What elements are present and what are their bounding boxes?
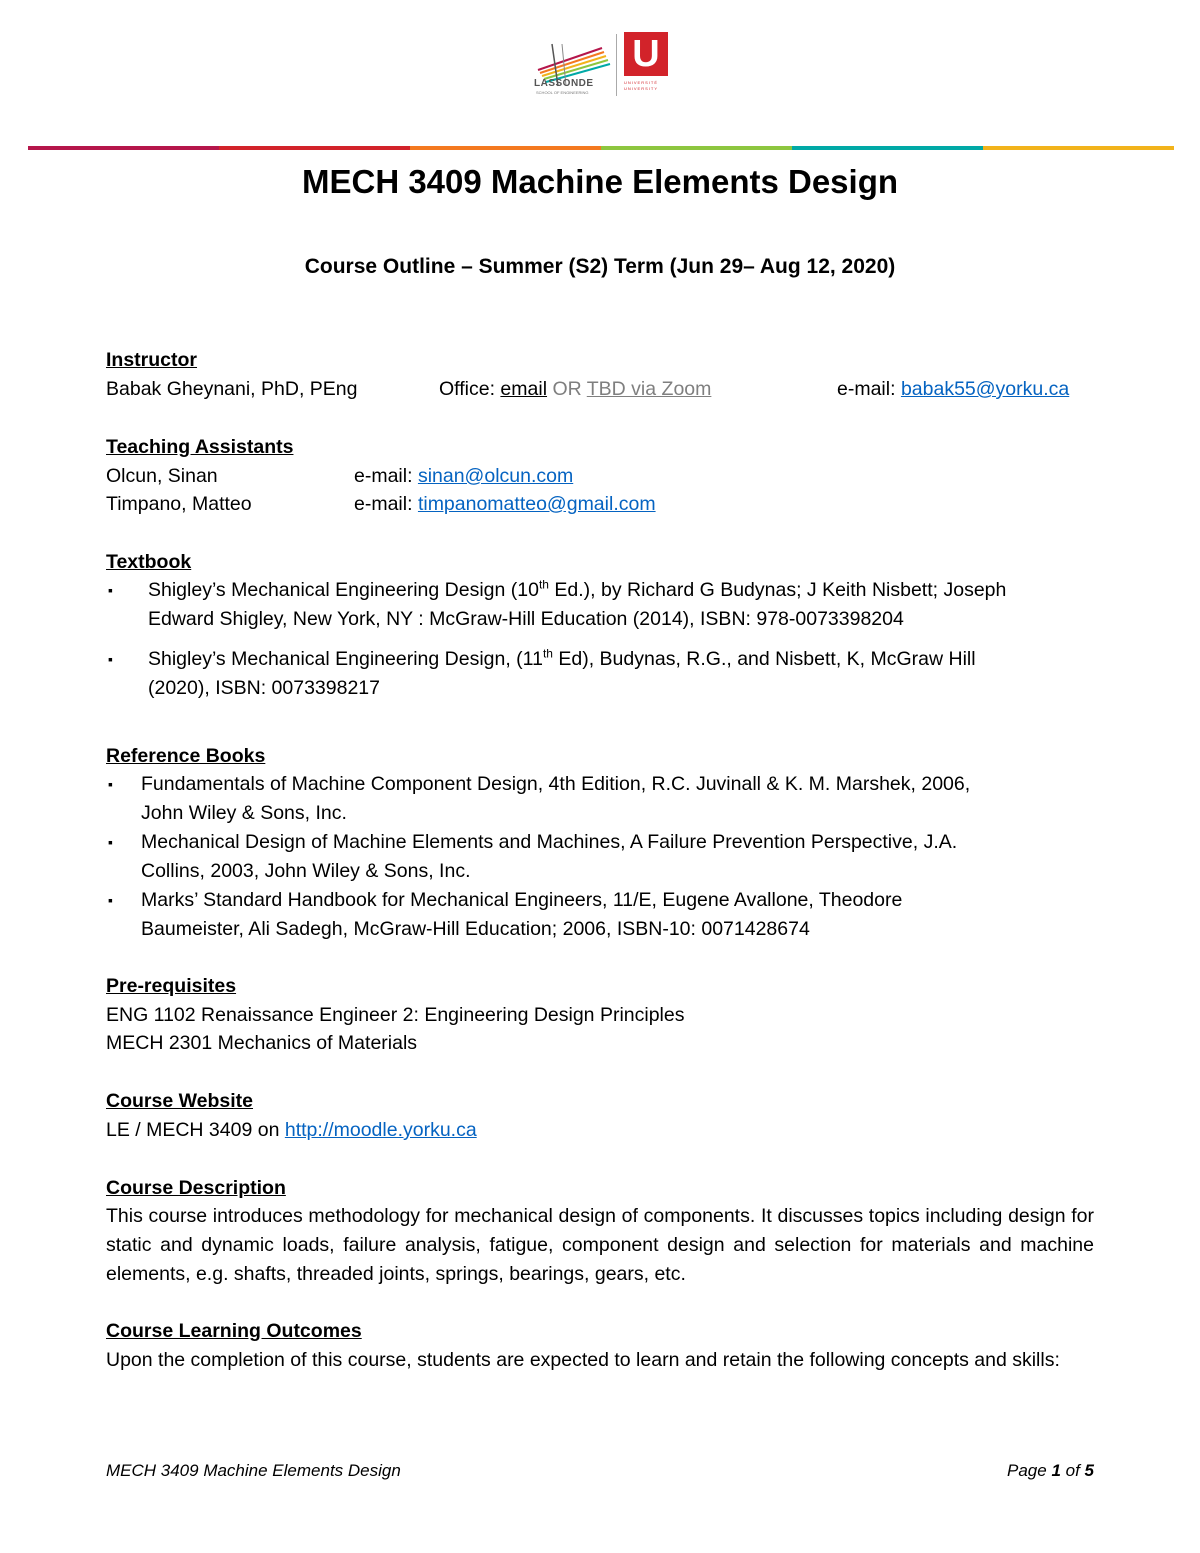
reference-item-line: Collins, 2003, John Wiley & Sons, Inc. [141, 860, 471, 882]
bullet-icon: ▪ [108, 776, 113, 792]
document-title: MECH 3409 Machine Elements Design [301, 163, 899, 200]
color-bar-segment [983, 146, 1174, 150]
lassonde-wordmark: LASSONDE [534, 78, 594, 89]
instructor-office [439, 375, 711, 404]
website-heading: Course Website [106, 1090, 254, 1112]
page-of-label: of [1060, 1461, 1085, 1480]
ta-email-link[interactable]: timpanomatteo@gmail.com [417, 493, 656, 515]
textbook-item-line [148, 576, 1006, 605]
office-email-link[interactable]: email [500, 378, 548, 400]
description-paragraph: This course introduces methodology for mechanical design of components. It discusses topics including design for static and dynamic loads, failure analysis, fatigue, component design and selection for materials and machine elements, e.g. shafts, threaded joints, springs, bearings, gears, etc. [106, 1205, 1094, 1285]
website-line [106, 1116, 477, 1145]
outcomes-paragraph: Upon the completion of this course, students are expected to learn and retain the following concepts and skills: [106, 1349, 1060, 1371]
ta-email-label: e-mail: [354, 465, 418, 487]
textbook-item-text: Ed), Budynas, R.G., and Nisbett, K, McGraw Hill [552, 648, 976, 670]
tas-heading: Teaching Assistants [106, 436, 294, 458]
bullet-icon: ▪ [108, 892, 113, 908]
lassonde-subtitle: SCHOOL OF ENGINEERING [536, 90, 589, 95]
logo-divider [616, 34, 617, 96]
website-text: LE / MECH 3409 on [106, 1119, 285, 1141]
ta-email-label: e-mail: [354, 493, 418, 515]
york-logo-subtitle: UNIVERSITÉ UNIVERSITY [624, 80, 659, 91]
outcomes-heading: Course Learning Outcomes [106, 1320, 362, 1342]
header-color-bar [28, 146, 1174, 150]
bullet-icon: ▪ [108, 582, 113, 598]
email-label: e-mail: [837, 378, 901, 400]
bullet-icon: ▪ [108, 834, 113, 850]
color-bar-segment [410, 146, 601, 150]
header-logos [532, 28, 672, 100]
page-label: Page [1007, 1461, 1052, 1480]
ta-email [354, 462, 573, 491]
prereq-item: ENG 1102 Renaissance Engineer 2: Engineering Design Principles [106, 1004, 685, 1026]
textbook-item-text: Shigley’s Mechanical Engineering Design (10 [148, 579, 539, 601]
prereq-item: MECH 2301 Mechanics of Materials [106, 1032, 418, 1054]
textbook-item-line: (2020), ISBN: 0073398217 [148, 677, 381, 699]
reference-item-line: Mechanical Design of Machine Elements and Machines, A Failure Prevention Perspective, J.A. [141, 831, 958, 853]
reference-item-line: John Wiley & Sons, Inc. [141, 802, 347, 824]
york-university-logo [624, 32, 668, 76]
ta-email-link[interactable]: sinan@olcun.com [417, 465, 574, 487]
description-heading: Course Description [106, 1177, 286, 1199]
instructor-email [837, 375, 1069, 404]
textbook-item-text: Shigley’s Mechanical Engineering Design, (11 [148, 648, 543, 670]
superscript: th [542, 646, 553, 661]
textbook-item-line: Edward Shigley, New York, NY : McGraw-Hill Education (2014), ISBN: 978-0073398204 [148, 608, 904, 630]
color-bar-segment [28, 146, 219, 150]
ta-name: Timpano, Matteo [106, 493, 252, 515]
bullet-icon: ▪ [108, 651, 113, 667]
textbook-item-line [148, 645, 976, 674]
ta-email [354, 490, 656, 519]
ta-name: Olcun, Sinan [106, 465, 218, 487]
color-bar-segment [601, 146, 792, 150]
office-zoom-link[interactable]: TBD via Zoom [586, 378, 712, 400]
document-subtitle: Course Outline – Summer (S2) Term (Jun 29– Aug 12, 2020) [304, 255, 896, 278]
color-bar-segment [219, 146, 410, 150]
instructor-heading: Instructor [106, 349, 198, 371]
page-current: 1 [1051, 1461, 1061, 1480]
reference-item-line: Fundamentals of Machine Component Design, 4th Edition, R.C. Juvinall & K. M. Marshek, 2006, [141, 773, 971, 795]
textbook-item-text: Ed.), by Richard G Budynas; J Keith Nisbett; Joseph [548, 579, 1007, 601]
moodle-link[interactable]: http://moodle.yorku.ca [284, 1119, 477, 1141]
reference-item-line: Baumeister, Ali Sadegh, McGraw-Hill Education; 2006, ISBN-10: 0071428674 [141, 918, 810, 940]
office-or: OR [547, 378, 587, 400]
office-label: Office: [439, 378, 501, 400]
page-total: 5 [1084, 1461, 1094, 1480]
prereq-heading: Pre-requisites [106, 975, 237, 997]
textbook-heading: Textbook [106, 551, 192, 573]
footer-course-title: MECH 3409 Machine Elements Design [106, 1461, 401, 1480]
color-bar-segment [792, 146, 983, 150]
instructor-email-link[interactable]: babak55@yorku.ca [900, 378, 1070, 400]
footer-page-number [1007, 1458, 1094, 1484]
instructor-name: Babak Gheynani, PhD, PEng [106, 378, 358, 400]
reference-heading: Reference Books [106, 745, 266, 767]
york-logo-letter: U [632, 33, 660, 75]
reference-item-line: Marks’ Standard Handbook for Mechanical Engineers, 11/E, Eugene Avallone, Theodore [141, 889, 903, 911]
superscript: th [538, 577, 549, 592]
